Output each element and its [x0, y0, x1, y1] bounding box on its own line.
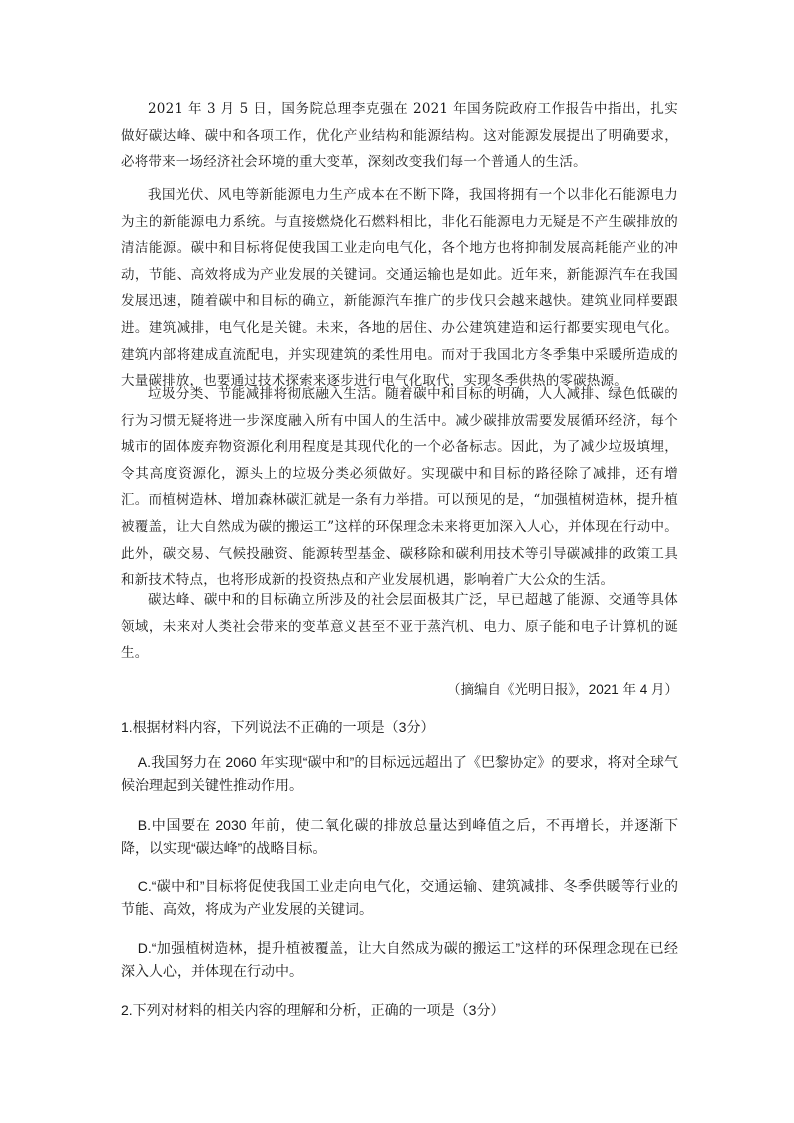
question-2-stem: 2.下列对材料的相关内容的理解和分析，正确的一项是（3分）	[121, 1002, 505, 1018]
question-1-option-c: C.“碳中和”目标将促使我国工业走向电气化，交通运输、建筑减排、冬季供暖等行业的节能、高效，将成为产业发展的关键词。	[121, 878, 678, 917]
question-1-option-b: B.中国要在 2030 年前，使二氧化碳的排放总量达到峰值之后，不再增长，并逐渐下降，以实现“碳达峰”的战略目标。	[121, 817, 678, 856]
passage-paragraph-1: 2021 年 3 月 5 日，国务院总理李克强在 2021 年国务院政府工作报告中指出，扎实做好碳达峰、碳中和各项工作，优化产业结构和能源结构。这对能源发展提出了明确要求，必将带来一场经济社会环境的重大变革，深刻改变我们每一个普通人的生活。	[121, 101, 678, 171]
passage-paragraph-3: 垃圾分类、节能减排将彻底融入生活。随着碳中和目标的明确，人人减排、绿色低碳的行为习惯无疑将进一步深度融入所有中国人的生活中。减少碳排放需要发展循环经济，每个城市的固体废弃物资源化利用程度是其现代化的一个必备标志。因此，为了减少垃圾填埋，令其高度资源化，源头上的垃圾分类必须做好。实现碳中和目标的路径除了减排，还有增汇。而植树造林、增加森林碳汇就是一条有力举措。可以预见的是，“加强植树造林，提升植被覆盖，让大自然成为碳的搬运工”这样的环保理念未来将更加深入人心，并体现在行动中。此外，碳交易、气候投融资、能源转型基金、碳移除和碳利用技术等引导碳减排的政策工具和新技术特点，也将形成新的投资热点和产业发展机遇，影响着广大公众的生活。	[121, 386, 678, 589]
source-citation: （摘编自《光明日报》，2021 年 4 月）	[446, 682, 678, 697]
passage-paragraph-4: 碳达峰、碳中和的目标确立所涉及的社会层面极其广泛，早已超越了能源、交通等具体领域，未来对人类社会带来的变革意义甚至不亚于蒸汽机、电力、原子能和电子计算机的诞生。	[121, 592, 678, 662]
question-1-stem: 1.根据材料内容，下列说法不正确的一项是（3分）	[121, 719, 435, 735]
question-1-option-a: A.我国努力在 2060 年实现“碳中和”的目标远远超出了《巴黎协定》的要求，将对全球气候治理起到关键性推动作用。	[121, 754, 678, 793]
question-1-option-d: D.“加强植树造林，提升植被覆盖，让大自然成为碳的搬运工”这样的环保理念现在已经深入人心，并体现在行动中。	[121, 940, 678, 979]
passage-paragraph-2: 我国光伏、风电等新能源电力生产成本在不断下降，我国将拥有一个以非化石能源电力为主的新能源电力系统。与直接燃烧化石燃料相比，非化石能源电力无疑是不产生碳排放的清洁能源。碳中和目标将促使我国工业走向电气化，各个地方也将抑制发展高耗能产业的冲动，节能、高效将成为产业发展的关键词。交通运输也是如此。近年来，新能源汽车在我国发展迅速，随着碳中和目标的确立，新能源汽车推广的步伐只会越来越快。建筑业同样要跟进。建筑减排，电气化是关键。未来，各地的居住、办公建筑建造和运行都要实现电气化。建筑内部将建成直流配电，并实现建筑的柔性用电。而对于我国北方冬季集中采暖所造成的大量碳排放，也要通过技术探索来逐步进行电气化取代，实现冬季供热的零碳热源。	[121, 187, 678, 390]
